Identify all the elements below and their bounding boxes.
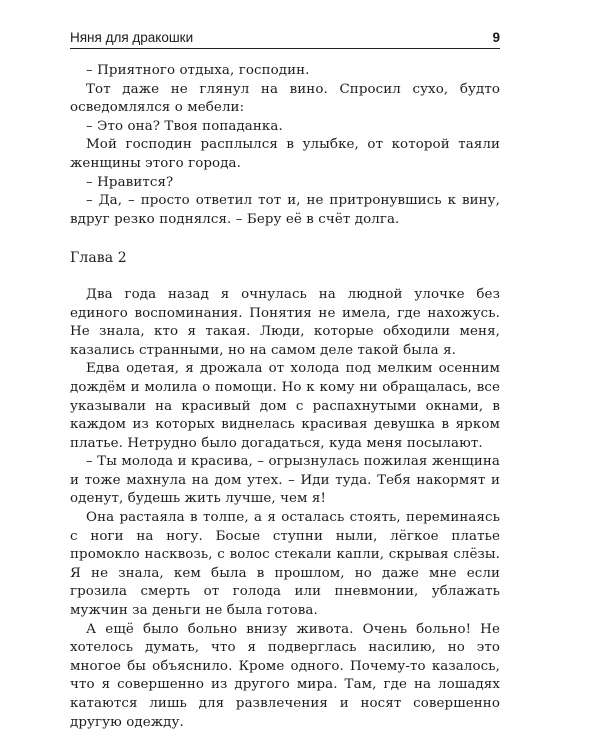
paragraph: Она растаяла в толпе, а я осталась стоять, переминаясь с ноги на ногу. Босые ступни ныли, лёгкое платье промокло насквозь, с волос стекали капли, скрывая слёзы. Я не знала, кем была в прошлом, но даже мне если грозила смерть от голода или пневмонии, ублажать мужчин за деньги не была готова.	[70, 510, 500, 619]
paragraph: Едва одетая, я дрожала от холода под мелким осенним дождём и молила о помощи. Но к кому ни обращалась, все указывали на красивый дом с распахнутыми окнами, в каждом из которых виднелась красивая девушка в ярком платье. Нетрудно было догадаться, куда меня посылают.	[70, 361, 500, 451]
paragraph: – Это она? Твоя попаданка.	[86, 118, 283, 134]
page-header	[70, 30, 500, 49]
paragraph: – Ты молода и красива, – огрызнулась пожилая женщина и тоже махнула на дом утех. – Иди туда. Тебя накормят и оденут, будешь жить лучше, чем я!	[70, 454, 500, 507]
paragraph: Тот даже не глянул на вино. Спросил сухо, будто осведомлялся о мебели:	[70, 81, 500, 116]
paragraph: – Нравится?	[86, 174, 174, 190]
paragraph: А ещё было больно внизу живота. Очень больно! Не хотелось думать, что я подверглась насилию, но это многое бы объяснило. Кроме одного. Почему-то казалось, что я совершенно из другого мира. Там, где на лошадях катаются лишь для развлечения и носят совершенно другую одежду.	[70, 621, 500, 730]
paragraph: – Приятного отдыха, господин.	[86, 63, 310, 78]
paragraph: Мой господин расплылся в улыбке, от которой таяли женщины этого города.	[70, 137, 500, 171]
paragraph: – Да, – просто ответил тот и, не притронувшись к вину, вдруг резко поднялся. – Беру её в счёт долга.	[70, 193, 500, 227]
page-number: 9	[492, 30, 500, 45]
chapter-heading: Глава 2	[70, 250, 127, 267]
running-title: Няня для дракошки	[70, 30, 194, 45]
body-text	[70, 62, 500, 732]
paragraph: Два года назад я очнулась на людной улочке без единого воспоминания. Понятия не имела, где нахожусь. Не знала, кто я такая. Люди, которые обходили меня, казались странными, но на самом деле такой была я.	[70, 286, 500, 358]
